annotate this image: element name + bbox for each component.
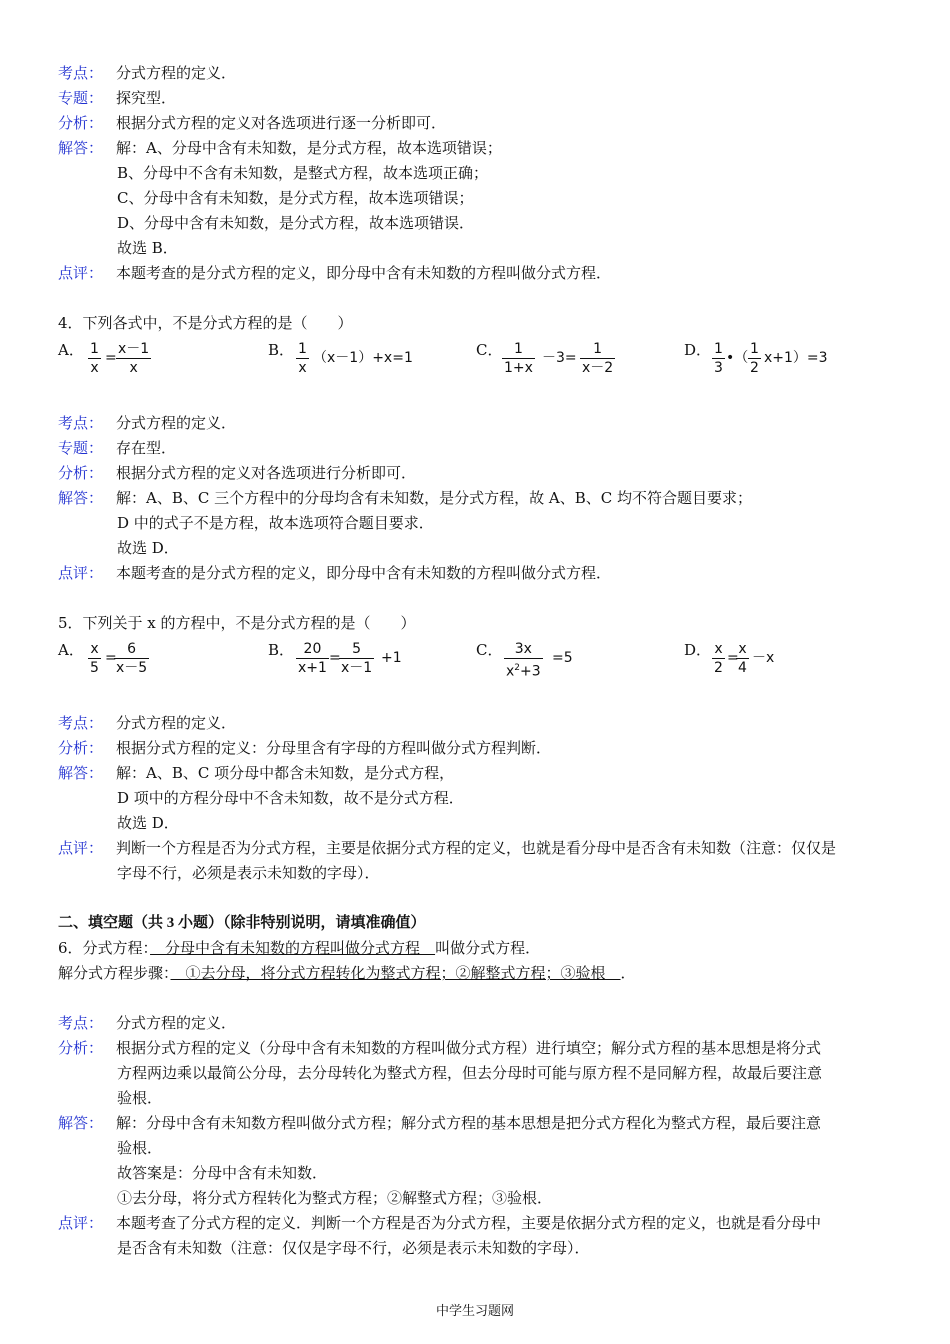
jieda-line: 故选 D．: [117, 539, 179, 557]
fenxi-label: 分析：: [58, 739, 104, 757]
expression-rest: （x－1）+x=1: [313, 350, 413, 366]
option-letter: B．: [268, 341, 295, 359]
numerator: 1: [502, 340, 535, 359]
q4-dianping-row: [58, 561, 898, 586]
jieda-line: 解：A、B、C 项分母中都含未知数，是分式方程，: [116, 764, 455, 782]
expression-rest: x+1）=3: [764, 350, 828, 366]
expression-mid: －3=: [542, 350, 577, 366]
equals-sign: =: [727, 650, 739, 666]
kaodian-text: 分式方程的定义．: [116, 414, 237, 432]
q4-fenxi-row: [58, 461, 898, 486]
q4-stem: 4．下列各式中，不是分式方程的是（ ）: [58, 314, 353, 332]
fenxi-line: 方程两边乘以最简公分母，去分母转化为整式方程，但去分母时可能与原方程不是同解方程，故最后要注意: [117, 1064, 823, 1082]
fenxi-label: 分析：: [58, 464, 104, 482]
q6-jieda-row: [58, 1111, 898, 1136]
option-letter: C．: [476, 641, 503, 659]
equals-sign: =: [329, 650, 341, 666]
numerator: 1: [714, 341, 723, 357]
fraction: [712, 640, 725, 677]
fraction: [580, 340, 615, 377]
q6-line2: [58, 961, 636, 986]
q5-option-d: [684, 640, 884, 690]
jieda-line: C、分母中含有未知数，是分式方程，故本选项错误；: [117, 189, 474, 207]
jieda-line: 解：A、B、C 三个方程中的分母均含有未知数，是分式方程，故 A、B、C 均不符合题目要求；: [116, 489, 752, 507]
denominator: 5: [90, 660, 99, 676]
dianping-label: 点评：: [58, 1214, 104, 1232]
jieda-label: 解答：: [58, 764, 104, 782]
q5-fenxi-row: [58, 736, 898, 761]
q6-kaodian-row: [58, 1011, 898, 1036]
denominator: x: [90, 360, 99, 376]
q3-jieda-row: [58, 136, 898, 161]
denominator: x－1: [341, 660, 373, 676]
fenxi-label: 分析：: [58, 114, 104, 132]
option-letter: A．: [58, 341, 84, 359]
denominator: x: [129, 360, 138, 376]
jieda-line: 解：分母中含有未知数方程叫做分式方程；解分式方程的基本思想是把分式方程化为整式方程，最后要注意: [116, 1114, 822, 1132]
q3-fenxi-row: [58, 111, 898, 136]
option-letter: D．: [684, 641, 712, 659]
dianping-label: 点评：: [58, 839, 104, 857]
jieda-label: 解答：: [58, 139, 104, 157]
jieda-line: ①去分母，将分式方程转化为整式方程；②解整式方程；③验根．: [117, 1189, 553, 1207]
jieda-line: 解：A、分母中含有未知数，是分式方程，故本选项错误；: [116, 139, 502, 157]
q4-zhuanti-row: [58, 436, 898, 461]
fenxi-line: 根据分式方程的定义（分母中含有未知数的方程叫做分式方程）进行填空；解分式方程的基本思想是将分式: [116, 1039, 822, 1057]
zhuanti-label: 专题：: [58, 439, 104, 457]
denominator: [504, 659, 543, 681]
numerator: 1: [750, 341, 759, 357]
q4-option-d: [684, 340, 884, 390]
q5-option-a: [58, 640, 258, 690]
fraction: [736, 640, 749, 677]
denominator: 2: [750, 360, 759, 376]
jieda-line: 故答案是：分母中含有未知数．: [117, 1164, 328, 1182]
q4-option-b: [268, 340, 468, 390]
numerator: x－1: [118, 341, 150, 357]
q6-dianping-row: [58, 1211, 898, 1236]
jieda-line: 故选 D．: [117, 814, 179, 832]
page-footer: 中学生习题网: [435, 1304, 514, 1319]
zhuanti-label: 专题：: [58, 89, 104, 107]
jieda-line: B、分母中不含有未知数，是整式方程，故本选项正确；: [117, 164, 489, 182]
jieda-line: 故选 B．: [117, 239, 178, 257]
q5-option-b: [268, 640, 468, 690]
denominator: 2: [714, 660, 723, 676]
zhuanti-text: 存在型．: [116, 439, 177, 457]
q4-option-a: [58, 340, 258, 390]
equals-sign: =: [105, 350, 117, 366]
fenxi-label: 分析：: [58, 1039, 104, 1057]
numerator: x: [736, 640, 749, 659]
fraction: [116, 340, 151, 377]
section-title: 二、填空题（共 3 小题）（除非特别说明，请填准确值）: [58, 915, 426, 931]
q3-kaodian-row: [58, 61, 898, 86]
jieda-label: 解答：: [58, 489, 104, 507]
fraction: [296, 640, 329, 677]
kaodian-text: 分式方程的定义．: [116, 64, 237, 82]
q5-option-c: [476, 640, 676, 690]
q5-dianping-row: [58, 836, 898, 861]
denominator: x: [298, 360, 307, 376]
fenxi-text: 根据分式方程的定义对各选项进行逐一分析即可．: [116, 114, 447, 132]
kaodian-label: 考点：: [58, 714, 104, 732]
fraction: [712, 340, 725, 377]
dianping-text: 本题考查的是分式方程的定义，即分母中含有未知数的方程叫做分式方程．: [116, 564, 612, 582]
q6-answer-1: 分母中含有未知数的方程叫做分式方程: [150, 939, 436, 957]
equals-sign: =: [105, 650, 117, 666]
fenxi-text: 根据分式方程的定义对各选项进行分析即可．: [116, 464, 417, 482]
dianping-line: 字母不行，必须是表示未知数的字母）．: [117, 864, 380, 882]
dot-operator: •（: [726, 350, 749, 366]
kaodian-label: 考点：: [58, 64, 104, 82]
kaodian-label: 考点：: [58, 414, 104, 432]
jieda-line: D、分母中含有未知数，是分式方程，故本选项错误．: [117, 214, 475, 232]
q5-jieda-row: [58, 761, 898, 786]
denominator-base: x: [506, 663, 515, 680]
exponent: 2: [514, 663, 521, 673]
fenxi-text: 根据分式方程的定义：分母里含有字母的方程叫做分式方程判断．: [116, 739, 552, 757]
denominator: 4: [738, 660, 747, 676]
jieda-line: D 中的式子不是方程，故本选项符合题目要求．: [117, 514, 434, 532]
dianping-label: 点评：: [58, 564, 104, 582]
q3-dianping-row: [58, 261, 898, 286]
q5-stem: 5．下列关于 x 的方程中，不是分式方程的是（ ）: [58, 614, 416, 632]
q6-line1-suffix: 叫做分式方程．: [435, 939, 541, 957]
fraction: [748, 340, 761, 377]
fraction: [339, 640, 374, 677]
numerator: 3x: [504, 640, 543, 659]
q4-option-c: [476, 340, 676, 390]
q6-line2-suffix: ．: [620, 964, 636, 982]
fraction: [88, 340, 101, 377]
option-letter: D．: [684, 341, 712, 359]
option-letter: C．: [476, 341, 503, 359]
fraction: [502, 340, 535, 377]
fraction: [88, 640, 101, 677]
fraction: [296, 340, 309, 377]
numerator: 20: [296, 640, 329, 659]
q6-answer-2: ①去分母，将分式方程转化为整式方程；②解整式方程；③验根: [170, 964, 621, 982]
jieda-line: 验根．: [117, 1139, 163, 1157]
numerator: 6: [114, 640, 149, 659]
numerator: x: [712, 640, 725, 659]
fenxi-line: 验根．: [117, 1089, 163, 1107]
denominator: x－5: [116, 660, 148, 676]
denominator: 1+x: [504, 360, 533, 376]
jieda-line: D 项中的方程分母中不含未知数，故不是分式方程．: [117, 789, 464, 807]
expression-rest: +1: [381, 650, 402, 666]
q6-line1: [58, 936, 540, 961]
fraction: [504, 640, 543, 681]
dianping-line: 是否含有未知数（注意：仅仅是字母不行，必须是表示未知数的字母）．: [117, 1239, 590, 1257]
jieda-label: 解答：: [58, 1114, 104, 1132]
q6-fenxi-row: [58, 1036, 898, 1061]
q4-jieda-row: [58, 486, 898, 511]
option-letter: B．: [268, 641, 295, 659]
numerator: x: [88, 640, 101, 659]
dianping-line: 判断一个方程是否为分式方程，主要是依据分式方程的定义，也就是看分母中是否含有未知数（注意：仅仅是: [116, 839, 837, 857]
q3-zhuanti-row: [58, 86, 898, 111]
dianping-label: 点评：: [58, 264, 104, 282]
numerator: 1: [298, 341, 307, 357]
denominator: x－2: [582, 360, 614, 376]
numerator: 5: [339, 640, 374, 659]
q4-kaodian-row: [58, 411, 898, 436]
dianping-line: 本题考查了分式方程的定义．判断一个方程是否为分式方程，主要是依据分式方程的定义，也就是看分母中: [116, 1214, 822, 1232]
kaodian-text: 分式方程的定义．: [116, 1014, 237, 1032]
expression-rest: －x: [752, 650, 775, 666]
denominator: 3: [714, 360, 723, 376]
zhuanti-text: 探究型．: [116, 89, 177, 107]
numerator: 1: [580, 340, 615, 359]
option-letter: A．: [58, 641, 84, 659]
numerator: 1: [90, 341, 99, 357]
kaodian-label: 考点：: [58, 1014, 104, 1032]
kaodian-text: 分式方程的定义．: [116, 714, 237, 732]
fraction: [114, 640, 149, 677]
q6-line2-prefix: 解分式方程步骤：: [58, 964, 171, 982]
dianping-text: 本题考查的是分式方程的定义，即分母中含有未知数的方程叫做分式方程．: [116, 264, 612, 282]
denominator-rest: +3: [520, 663, 541, 680]
q6-line1-prefix: 6．分式方程：: [58, 939, 151, 957]
q5-kaodian-row: [58, 711, 898, 736]
expression-rest: =5: [552, 650, 573, 666]
denominator: x+1: [298, 660, 327, 676]
